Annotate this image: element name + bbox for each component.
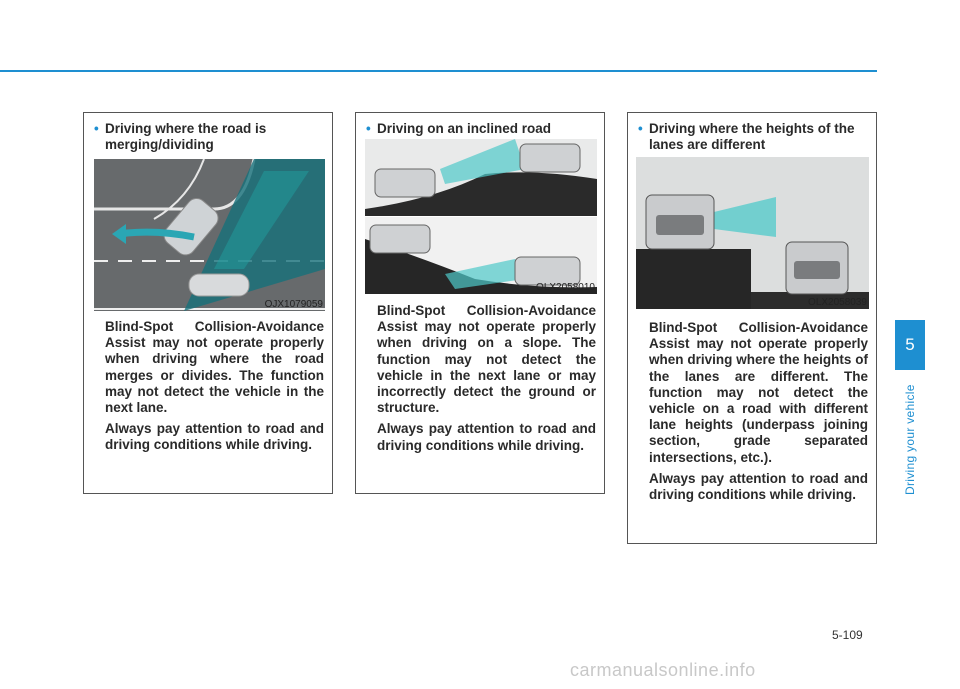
paragraph: Blind-Spot Collision-Avoidance Assist may not operate properly when driving where the road merges or divides. The function may not detect the vehicle in the next lane. <box>105 319 324 416</box>
panel-merging-road <box>83 112 333 494</box>
merging-road-illustration <box>94 159 325 311</box>
chapter-tab: 5 <box>895 320 925 370</box>
panel-title: • Driving where the heights of the lanes are different <box>638 121 855 152</box>
paragraph: Always pay attention to road and driving conditions while driving. <box>105 421 324 453</box>
figure-inclined-road <box>365 139 597 294</box>
watermark: carmanualsonline.info <box>570 660 756 680</box>
figure-merging-road <box>94 159 325 311</box>
figure-code: OLX2058039 <box>808 297 867 308</box>
lane-heights-illustration <box>636 157 869 309</box>
panel-title: • Driving on an inclined road <box>366 121 552 136</box>
panel-different-heights <box>627 112 877 544</box>
page-number: 5-109 <box>832 628 863 642</box>
paragraph: Blind-Spot Collision-Avoidance Assist may not operate properly when driving on a slope. The function may not detect the vehicle in the next lane or may incorrectly detect the ground or structure. <box>377 303 596 416</box>
header-rule <box>0 70 877 72</box>
paragraph: Always pay attention to road and driving conditions while driving. <box>649 470 868 503</box>
chapter-title: Driving your vehicle <box>903 384 917 496</box>
paragraph: Blind-Spot Collision-Avoidance Assist may not operate properly when driving where the heights of the lanes are different. The function may not detect the vehicle on a road with different lane heights (underpass joining section, grade separated intersections, etc.). <box>649 320 868 465</box>
figure-code: OLX2058010 <box>536 282 595 293</box>
inclined-road-illustration <box>365 139 597 294</box>
bullet-icon: • <box>638 121 643 136</box>
figure-lane-heights <box>636 157 869 309</box>
bullet-icon: • <box>94 121 99 136</box>
paragraph: Always pay attention to road and driving conditions while driving. <box>377 421 596 453</box>
panel-inclined-road <box>355 112 605 494</box>
sedan-icon <box>189 274 249 296</box>
bullet-icon: • <box>366 121 371 136</box>
panel-body <box>649 320 868 508</box>
figure-code: OJX1079059 <box>264 299 323 310</box>
panel-body <box>105 319 324 459</box>
panel-title: • Driving where the road is merging/dividing <box>94 121 267 152</box>
panel-body <box>377 303 596 459</box>
